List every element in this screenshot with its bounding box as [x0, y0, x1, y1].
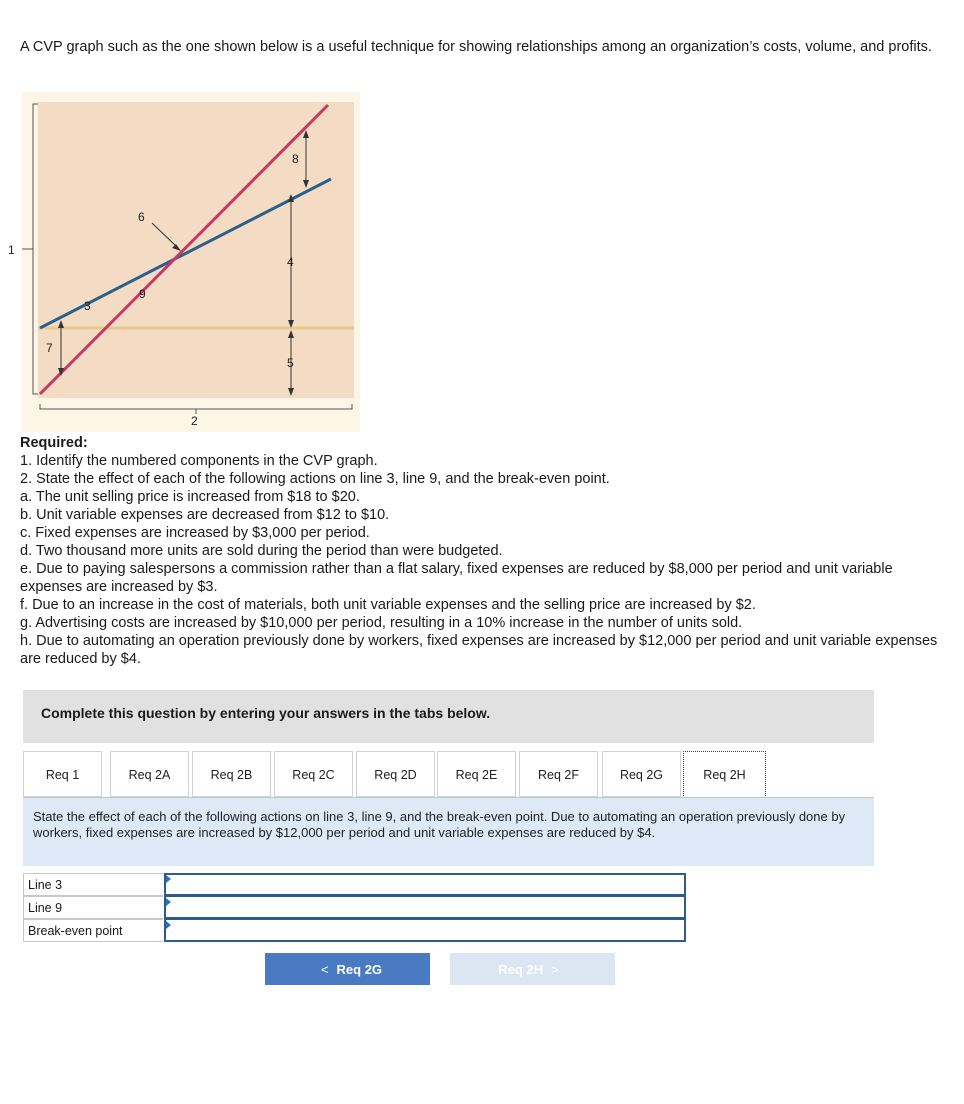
cvp-graph: [0, 88, 364, 433]
required-item: h. Due to automating an operation previously done by workers, fixed expenses are increased by $12,000 per period and unit variable expenses are reduced by $4.: [20, 633, 938, 667]
required-item: f. Due to an increase in the cost of materials, both unit variable expenses and the selling price are increased by $2.: [20, 597, 756, 613]
graph-plot-area: [38, 102, 354, 398]
answer-label: Line 3: [23, 873, 163, 896]
label-3: 3: [84, 299, 91, 313]
required-item: b. Unit variable expenses are decreased from $12 to $10.: [20, 507, 390, 523]
cvp-graph-svg: [0, 88, 364, 433]
label-2: 2: [191, 414, 198, 428]
requirement-tabs: [23, 751, 874, 798]
required-item: a. The unit selling price is increased from $18 to $20.: [20, 489, 360, 505]
label-7: 7: [46, 341, 53, 355]
intro-text: A CVP graph such as the one shown below is a useful technique for showing relationships among an organization’s costs, volume, and profits.: [20, 39, 932, 55]
break-even-point-input[interactable]: [164, 919, 686, 942]
tab-req-2d[interactable]: Req 2D: [356, 751, 435, 797]
label-1: 1: [8, 243, 15, 257]
label-8: 8: [292, 152, 299, 166]
required-heading: Required:: [20, 435, 88, 451]
required-item: c. Fixed expenses are increased by $3,000 per period.: [20, 525, 370, 541]
input-flag-icon: [166, 875, 171, 883]
tab-req-2f[interactable]: Req 2F: [519, 751, 598, 797]
tab-req-1[interactable]: Req 1: [23, 751, 102, 797]
required-section: [20, 434, 955, 668]
next-req-button[interactable]: [450, 953, 615, 985]
instructions-text: Complete this question by entering your answers in the tabs below.: [41, 705, 491, 721]
line-3-input[interactable]: [164, 873, 686, 896]
line-9-input[interactable]: [164, 896, 686, 919]
answer-label: Break-even point: [23, 919, 163, 942]
required-item: d. Two thousand more units are sold during the period than were budgeted.: [20, 543, 503, 559]
label-4: 4: [287, 255, 294, 269]
prompt-text: State the effect of each of the following actions on line 3, line 9, and the break-even point. Due to automating an operation previously done by workers, fixed expenses are increased by $12,000 per period and unit variable expenses are reduced by $4.: [33, 809, 846, 840]
answer-row-break-even: [23, 919, 686, 942]
answer-row-line-3: [23, 873, 686, 896]
required-item: g. Advertising costs are increased by $10,000 per period, resulting in a 10% increase in the number of units sold.: [20, 615, 743, 631]
next-req-label: Req 2H: [498, 961, 544, 977]
tab-req-2h[interactable]: Req 2H: [683, 751, 766, 798]
answer-label: Line 9: [23, 896, 163, 919]
label-9: 9: [139, 287, 146, 301]
label-5: 5: [287, 356, 294, 370]
required-item: 2. State the effect of each of the following actions on line 3, line 9, and the break-even point.: [20, 471, 610, 487]
prev-req-label: Req 2G: [336, 961, 383, 977]
instructions-box: [23, 690, 874, 743]
answer-row-line-9: [23, 896, 686, 919]
label-6: 6: [138, 210, 145, 224]
chevron-right-icon: >: [551, 961, 559, 977]
required-item: e. Due to paying salespersons a commission rather than a flat salary, fixed expenses are reduced by $8,000 per period and unit variable expenses are increased by $3.: [20, 561, 893, 595]
input-flag-icon: [166, 921, 171, 929]
answer-table: [23, 873, 686, 942]
tab-req-2b[interactable]: Req 2B: [192, 751, 271, 797]
prev-req-button[interactable]: [265, 953, 430, 985]
prompt-box: [23, 798, 874, 866]
tab-req-2a[interactable]: Req 2A: [110, 751, 189, 797]
tab-req-2e[interactable]: Req 2E: [437, 751, 516, 797]
chevron-left-icon: <: [320, 961, 329, 977]
tab-req-2c[interactable]: Req 2C: [274, 751, 353, 797]
required-item: 1. Identify the numbered components in the CVP graph.: [20, 453, 378, 469]
input-flag-icon: [166, 898, 171, 906]
tab-req-2g[interactable]: Req 2G: [602, 751, 681, 797]
